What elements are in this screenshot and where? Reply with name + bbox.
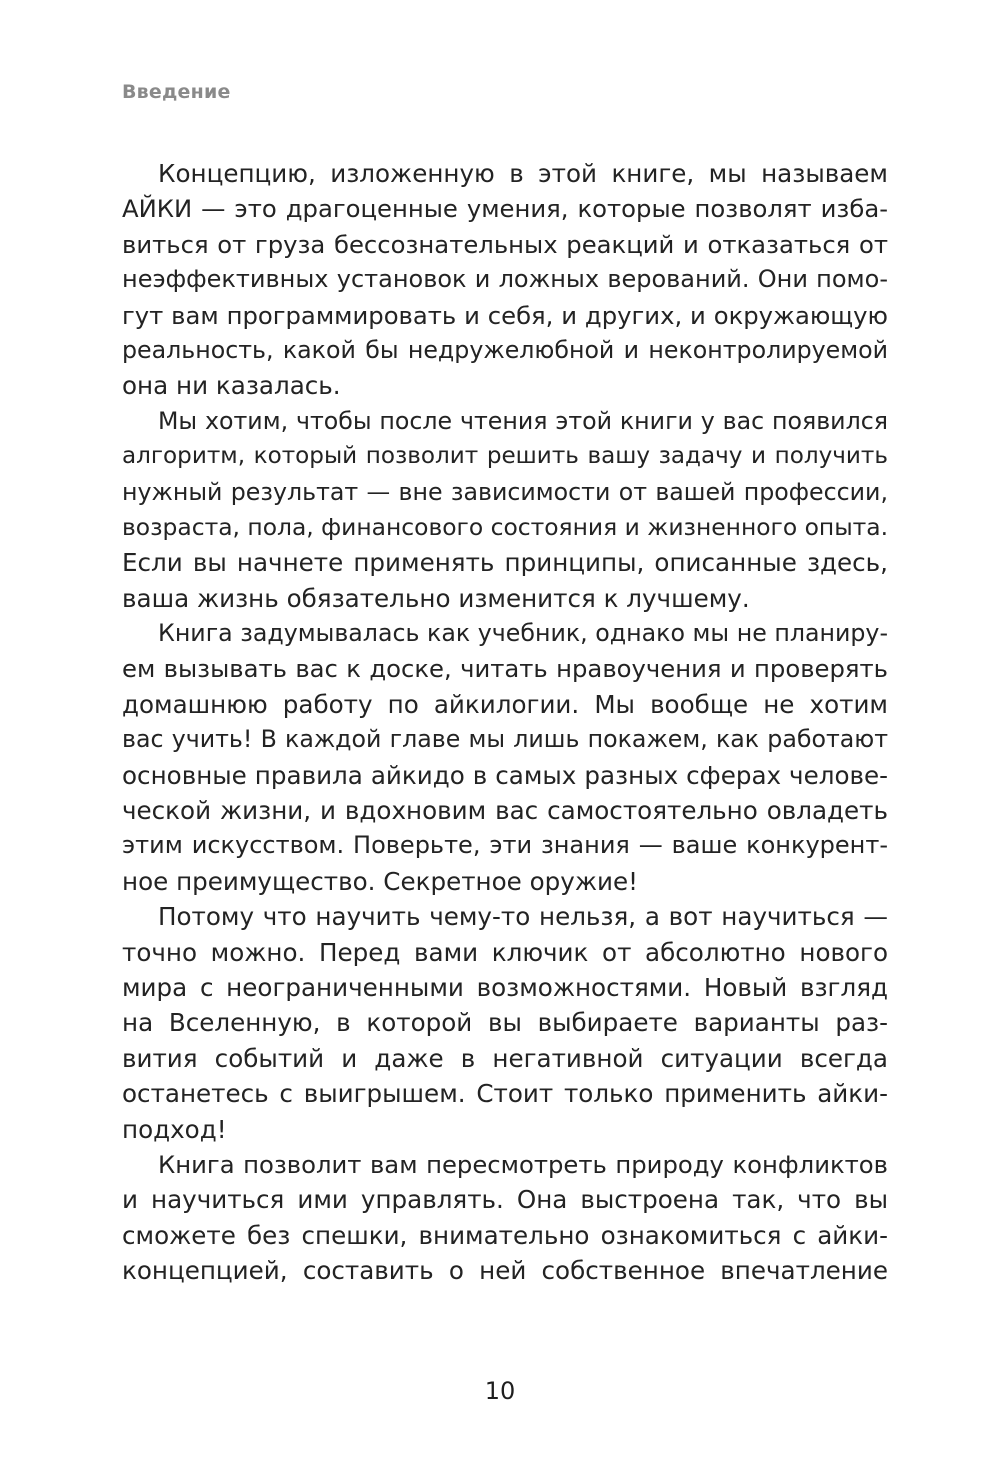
text-line: мира с неограниченными возможностями. Новый взгляд (122, 972, 888, 1002)
text-line: виться от груза бессознательных реакций и отказаться от (122, 229, 888, 259)
text-line: она ни казалась. (122, 371, 341, 401)
page-number: 10 (484, 1377, 516, 1405)
text-line: реальность, какой бы недружелюбной и неконтролируемой (122, 335, 888, 364)
text-line: ваша жизнь обязательно изменится к лучшему. (122, 583, 750, 613)
text-line: гут вам программировать и себя, и других, и окружающую (122, 300, 888, 330)
text-line: останетесь с выигрышем. Стоит только применить айки- (122, 1079, 888, 1109)
text-line: ем вызывать вас к доске, читать нравоучения и проверять (122, 654, 888, 684)
running-head-title: Введение (122, 81, 231, 103)
text-line: вития событий и даже в негативной ситуации всегда (122, 1043, 888, 1073)
text-line: возраста, пола, финансового состояния и жизненного опыта. (122, 512, 889, 541)
text-line: нужный результат — вне зависимости от вашей профессии, (122, 477, 888, 506)
text-line: подход! (122, 1114, 227, 1144)
text-line: Книга позволит вам пересмотреть природу конфликтов (158, 1149, 888, 1179)
text-line: сможете без спешки, внимательно ознакомиться с айки- (122, 1220, 888, 1250)
text-line: этим искусством. Поверьте, эти знания — ваше конкурент- (122, 831, 888, 860)
text-line: точно можно. Перед вами ключик от абсолютно нового (122, 937, 888, 967)
text-line: вас учить! В каждой главе мы лишь покажем, как работают (122, 725, 888, 754)
text-line: концепцией, составить о ней собственное впечатление (122, 1256, 888, 1286)
text-line: Потому что научить чему-то нельзя, а вот научиться — (158, 902, 888, 932)
text-line: АЙКИ — это драгоценные умения, которые позволят изба- (122, 194, 888, 224)
text-line: Концепцию, изложенную в этой книге, мы называем (158, 159, 888, 188)
body-text (122, 156, 888, 1289)
text-line: ческой жизни, и вдохновим вас самостоятельно овладеть (122, 796, 888, 826)
text-line: домашнюю работу по айкилогии. Мы вообще не хотим (122, 689, 888, 719)
text-line: ное преимущество. Секретное оружие! (122, 866, 638, 896)
text-line: алгоритм, который позволит решить вашу задачу и получить (122, 443, 888, 470)
text-line: и научиться ими управлять. Она выстроена так, что вы (122, 1185, 888, 1215)
text-line: Если вы начнете применять принципы, описанные здесь, (122, 548, 888, 578)
text-line: Мы хотим, чтобы после чтения этой книги у вас появился (158, 406, 888, 435)
text-line: Книга задумывалась как учебник, однако мы не планиру- (158, 619, 888, 648)
text-line: на Вселенную, в которой вы выбираете варианты раз- (122, 1008, 888, 1038)
text-line: неэффективных установок и ложных верований. Они помо- (122, 265, 888, 294)
text-line: основные правила айкидо в самых разных сферах челове- (122, 760, 888, 790)
